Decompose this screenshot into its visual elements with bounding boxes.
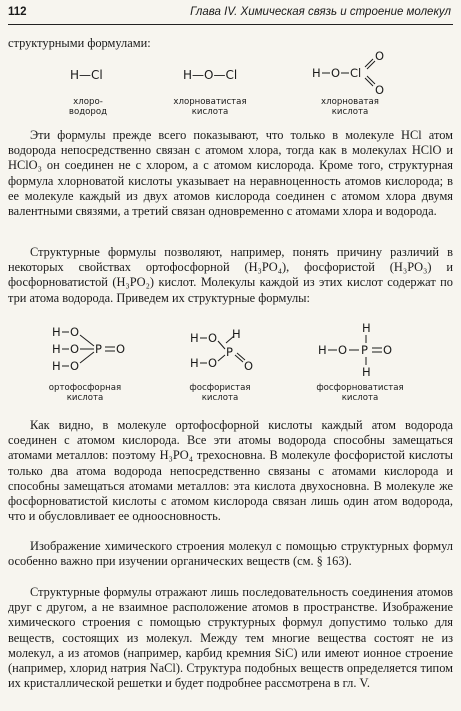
atom-o: O bbox=[70, 325, 80, 339]
atom-o: O bbox=[375, 49, 385, 63]
caption-h3po3 bbox=[180, 383, 260, 403]
chapter-title: Глава IV. Химическая связь и строение молекул bbox=[190, 6, 451, 18]
double-bond bbox=[365, 78, 373, 86]
caption-hclo3 bbox=[310, 97, 390, 117]
double-bond bbox=[367, 76, 375, 84]
atom-p: P bbox=[226, 345, 233, 359]
atom-h: H bbox=[52, 342, 61, 356]
formula-hclo3 bbox=[312, 50, 392, 100]
page-header bbox=[8, 6, 453, 25]
caption-line: водород bbox=[68, 107, 108, 117]
page-number: 112 bbox=[8, 6, 27, 18]
atom-h: H bbox=[362, 321, 371, 335]
atom-cl: Cl bbox=[350, 66, 362, 80]
bond bbox=[218, 341, 225, 349]
atom-o: O bbox=[70, 359, 80, 373]
atom-o: O bbox=[208, 331, 218, 345]
caption-line: кислота bbox=[341, 393, 379, 403]
caption-hcl bbox=[58, 97, 118, 117]
bond bbox=[80, 352, 94, 363]
atom-o: O bbox=[244, 359, 254, 373]
atom-o: O bbox=[383, 343, 393, 357]
intro-line: структурными формулами: bbox=[8, 36, 151, 50]
formula-h3po4 bbox=[52, 322, 142, 372]
paragraph-3: Как видно, в молекуле ортофосфорной кислоты каждый атом водорода соединен с атомом кислорода. Все эти атомы водорода способны замещаться атомами металлов: поэтому H₃PO₄ трехосновна. В молекуле фосфористой кислоты только два атома водорода непосредственно связаны с атомами кислорода и способны замещаться атомами металлов: эта кислота двухосновна. В молекуле же фосфорноватистой кислоты с атомом кислорода связан лишь один атом водорода, что и обусловливает ее одноосновность. bbox=[8, 418, 453, 524]
caption-line: хлоро- bbox=[73, 97, 103, 107]
paragraph-4: Изображение химического строения молекул с помощью структурных формул особенно важно при изучении органических веществ (см. § 163). bbox=[8, 539, 453, 569]
atom-h: H bbox=[362, 365, 371, 379]
caption-line: кислота bbox=[191, 107, 229, 117]
atom-o: O bbox=[331, 66, 341, 80]
formula-hcl: H—Cl bbox=[70, 68, 103, 82]
atom-h: H bbox=[190, 356, 199, 370]
double-bond bbox=[235, 355, 243, 362]
caption-line: ортофосфорная bbox=[48, 383, 122, 393]
formula-hclo: H—O—Cl bbox=[183, 68, 238, 82]
caption-line: кислота bbox=[201, 393, 239, 403]
double-bond bbox=[365, 59, 373, 67]
atom-h: H bbox=[318, 343, 327, 357]
atom-p: P bbox=[361, 343, 368, 357]
caption-hclo bbox=[170, 97, 250, 117]
paragraph-5: Структурные формулы отражают лишь последовательность соединения атомов друг с другом, а не взаимное расположение атомов в пространстве. Изображение химического строения с помощью структурных формул допустимо только для веществ, состоящих из молекул. Между тем многие вещества состоят не из молекул, а из атомов (например, карбид кремния SiC) или имеют ионное строение (например, хлорид натрия NaCl). Структура подобных веществ определяется типом их кристаллической решетки и будет подробнее рассмотрена в гл. V. bbox=[8, 585, 453, 691]
caption-line: кислота bbox=[66, 393, 104, 403]
caption-h3po4 bbox=[40, 383, 130, 403]
caption-line: хлорноватая bbox=[321, 97, 379, 107]
bond bbox=[80, 335, 94, 346]
caption-h3po2 bbox=[310, 383, 410, 403]
caption-line: кислота bbox=[331, 107, 369, 117]
atom-o: O bbox=[208, 356, 218, 370]
atom-o: O bbox=[70, 342, 80, 356]
atom-h: H bbox=[190, 331, 199, 345]
atom-h: H bbox=[52, 325, 61, 339]
formula-h3po2 bbox=[318, 320, 408, 380]
atom-h: H bbox=[312, 66, 321, 80]
atom-o: O bbox=[375, 83, 385, 97]
atom-h: H bbox=[232, 327, 241, 341]
atom-o: O bbox=[116, 342, 126, 356]
caption-line: фосфористая bbox=[189, 383, 251, 393]
bond bbox=[218, 355, 225, 361]
paragraph-2: Структурные формулы позволяют, например, понять причину различий в некоторых свойствах ортофосфорной (H₃PO₄), фосфористой (H₃PO₃) и фосфорноватистой (H₃PO₂) кислот. Молекулы каждой из этих кислот содержат по три атома водорода. Приведем их структурные формулы: bbox=[8, 245, 453, 305]
caption-line: фосфорноватистая bbox=[316, 383, 404, 393]
atom-o: O bbox=[338, 343, 348, 357]
atom-h: H bbox=[52, 359, 61, 373]
atom-p: P bbox=[95, 342, 102, 356]
formula-h3po3 bbox=[190, 327, 260, 373]
paragraph-1: Эти формулы прежде всего показывают, что только в молекуле HCl атом водорода непосредственно связан с атомом хлора, тогда как в молекулах HClO и HClO₃ он соединен не с хлором, а с атомом кислорода. Кроме того, структурная формула хлорноватой кислоты указывает на неравноценность атомов кислорода; в ее молекуле каждый из двух атомов кислорода соединен с атомом хлора двумя валентными связями, а третий связан одновременно с атомами хлора и водорода. bbox=[8, 128, 453, 219]
double-bond bbox=[367, 61, 375, 69]
caption-line: хлорноватистая bbox=[173, 97, 247, 107]
